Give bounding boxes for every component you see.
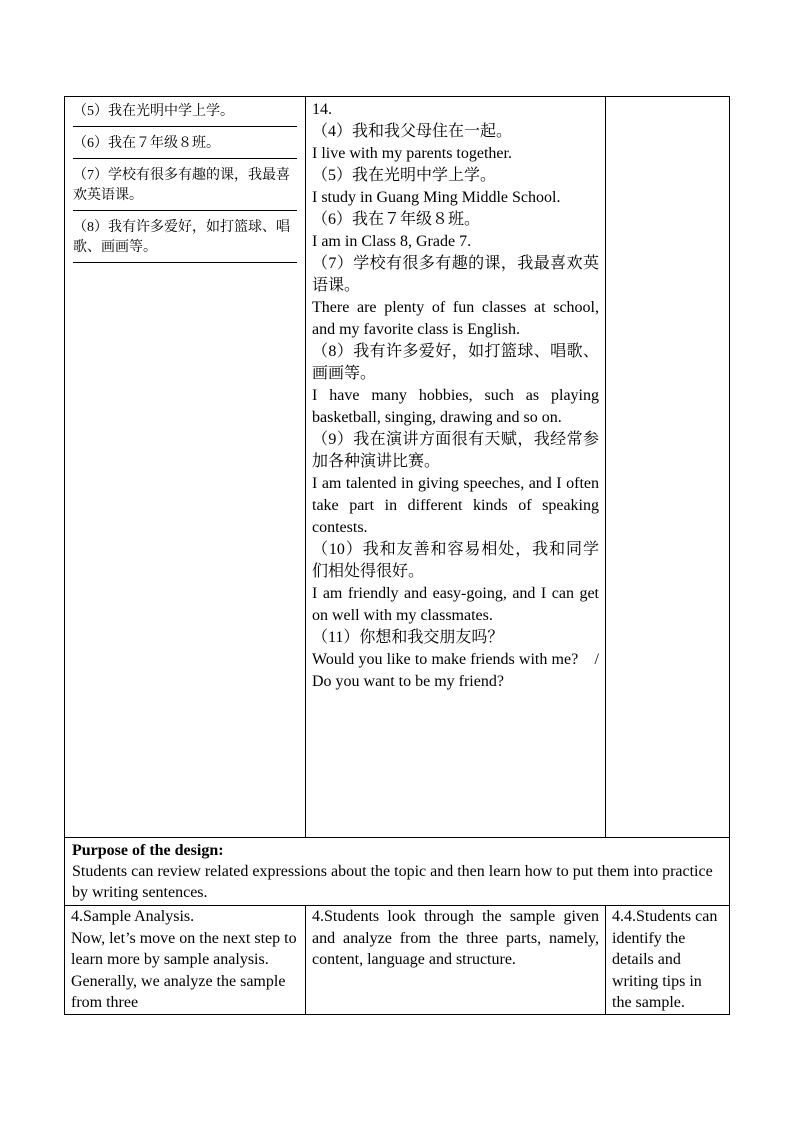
sentence-en: I live with my parents together.: [312, 145, 512, 162]
objective-cell: [606, 906, 730, 1015]
purpose-text: Students can review related expressions about the topic and then learn how to put them into practice by writing sentences.: [72, 863, 713, 901]
lesson-table: [64, 96, 730, 1015]
sentence-cn: （10）我和友善和容易相处，我和同学们相处得很好。: [312, 541, 599, 580]
sample-row: [65, 906, 730, 1015]
left-item: （7）学校有很多有趣的课，我最喜欢英语课。: [73, 165, 297, 211]
purpose-heading: Purpose of the design:: [72, 842, 224, 859]
student-activity: 4.Students look through the sample given and analyze from the three parts, namely, content, language and structure.: [312, 908, 599, 968]
sentence-cn: （11）你想和我交朋友吗？: [312, 629, 504, 646]
left-item: （6）我在７年级８班。: [73, 133, 297, 159]
left-item: （8）我有许多爱好，如打篮球、唱歌、画画等。: [73, 217, 297, 263]
sentence-cn: （9）我在演讲方面很有天赋，我经常参加各种演讲比赛。: [312, 431, 599, 470]
sentence-en: Would you like to make friends with me? / Do you want to be my friend?: [312, 651, 616, 690]
sentence-en: There are plenty of fun classes at school, and my favorite class is English.: [312, 299, 599, 338]
sentence-cn: （6）我在７年级８班。: [312, 211, 481, 228]
objective: 4.4.Students can identify the details and writing tips in the sample.: [612, 908, 718, 1011]
practice-row: [65, 97, 730, 838]
student-activity-cell: [306, 906, 606, 1015]
item-number: 14.: [312, 101, 332, 118]
sentence-en: I study in Guang Ming Middle School.: [312, 189, 561, 206]
sentence-cn: （8）我有许多爱好，如打篮球、唱歌、画画等。: [312, 343, 599, 382]
teacher-activity: 4.Sample Analysis. Now, let’s move on the next step to learn more by sample analysis. Generally, we analyze the sample from three: [71, 908, 297, 1011]
sentence-en: I am talented in giving speeches, and I often take part in different kinds of speaking contests.: [312, 475, 599, 536]
sentence-en: I am in Class 8, Grade 7.: [312, 233, 472, 250]
left-cell: [65, 97, 306, 838]
sentence-en: I have many hobbies, such as playing basketball, singing, drawing and so on.: [312, 387, 599, 426]
sentence-cn: （4）我和我父母住在一起。: [312, 123, 513, 140]
sentence-en: I am friendly and easy-going, and I can get on well with my classmates.: [312, 585, 599, 624]
right-cell: [606, 97, 730, 838]
sentence-cn: （7）学校有很多有趣的课，我最喜欢英语课。: [312, 255, 599, 294]
purpose-cell: [65, 838, 730, 906]
purpose-row: [65, 838, 730, 906]
left-item: （5）我在光明中学上学。: [73, 101, 297, 127]
middle-cell: [306, 97, 616, 838]
teacher-activity-cell: [65, 906, 306, 1015]
sentence-cn: （5）我在光明中学上学。: [312, 167, 497, 184]
